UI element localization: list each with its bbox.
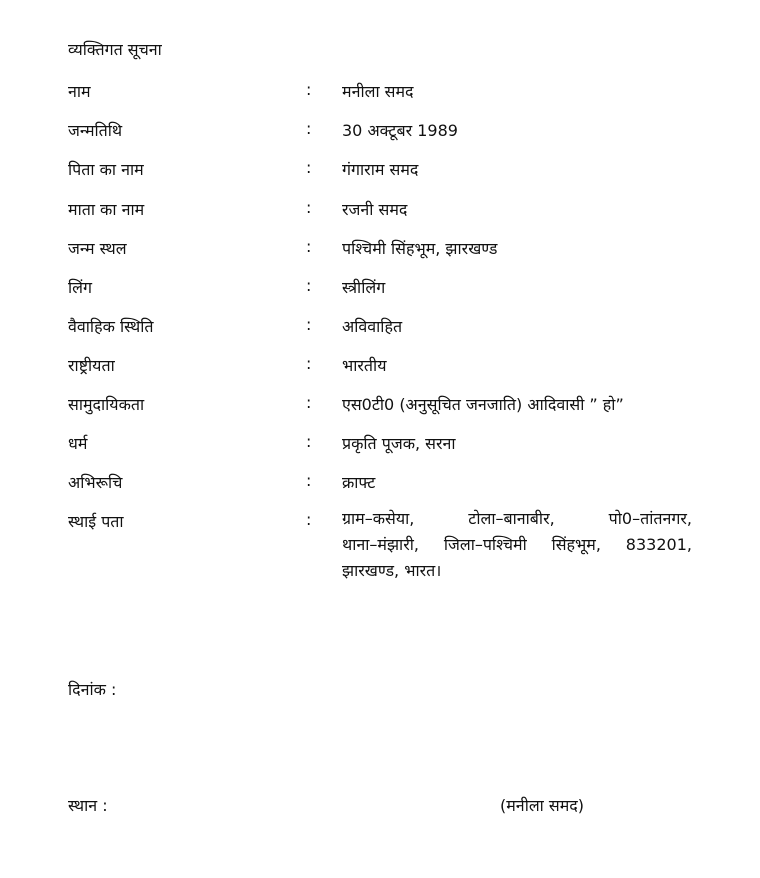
address-district-name: सिंहभूम, — [551, 535, 601, 554]
row-value: क्राफ्ट — [342, 473, 376, 492]
row-label: पिता का नाम — [68, 160, 144, 179]
row-value: रजनी समद — [342, 200, 408, 219]
row-value: अविवाहित — [342, 317, 403, 336]
row-separator: : — [306, 315, 312, 334]
row-value: 30 अक्टूबर 1989 — [342, 121, 458, 140]
address-line-1 — [342, 506, 692, 532]
date-label: दिनांक : — [68, 680, 117, 699]
row-separator: : — [306, 276, 312, 295]
row-value: भारतीय — [342, 356, 387, 375]
row-separator: : — [306, 237, 312, 256]
address-village: ग्राम–कसेया, — [342, 509, 415, 528]
row-separator: : — [306, 119, 312, 138]
row-value: पश्चिमी सिंहभूम, झारखण्ड — [342, 239, 498, 258]
address-police-station: थाना–मंझारी, — [342, 535, 419, 554]
signature-name: (मनीला समद) — [500, 796, 585, 815]
row-separator: : — [306, 510, 312, 529]
row-separator: : — [306, 158, 312, 177]
row-value: मनीला समद — [342, 82, 414, 101]
address-district: जिला–पश्चिमी — [443, 535, 527, 554]
row-value: स्त्रीलिंग — [342, 278, 386, 297]
row-separator: : — [306, 432, 312, 451]
address-line-3 — [342, 558, 692, 584]
row-label: सामुदायिकता — [68, 395, 145, 414]
row-separator: : — [306, 354, 312, 373]
address-block — [342, 506, 692, 584]
address-post-office: पो0–तांतनगर, — [608, 509, 692, 528]
row-label: लिंग — [68, 278, 93, 297]
row-value: एस0टी0 (अनुसूचित जनजाति) आदिवासी ” हो” — [342, 395, 624, 414]
row-label: वैवाहिक स्थिति — [68, 317, 154, 336]
row-separator: : — [306, 198, 312, 217]
row-separator: : — [306, 393, 312, 412]
row-label: धर्म — [68, 434, 88, 453]
row-label: अभिरूचि — [68, 473, 123, 492]
row-label: स्थाई पता — [68, 512, 124, 531]
row-separator: : — [306, 471, 312, 490]
row-separator: : — [306, 80, 312, 99]
address-pincode: 833201, — [625, 535, 692, 554]
address-line-2 — [342, 532, 692, 558]
row-value: प्रकृति पूजक, सरना — [342, 434, 456, 453]
address-tola: टोला–बानाबीर, — [468, 509, 555, 528]
row-label: नाम — [68, 82, 91, 101]
row-label: राष्ट्रीयता — [68, 356, 115, 375]
section-heading: व्यक्तिगत सूचना — [68, 40, 162, 59]
address-state-country: झारखण्ड, भारत। — [342, 561, 442, 580]
place-label: स्थान : — [68, 796, 108, 815]
row-label: जन्म स्थल — [68, 239, 127, 258]
row-value: गंगाराम समद — [342, 160, 419, 179]
row-label: माता का नाम — [68, 200, 145, 219]
row-label: जन्मतिथि — [68, 121, 123, 140]
